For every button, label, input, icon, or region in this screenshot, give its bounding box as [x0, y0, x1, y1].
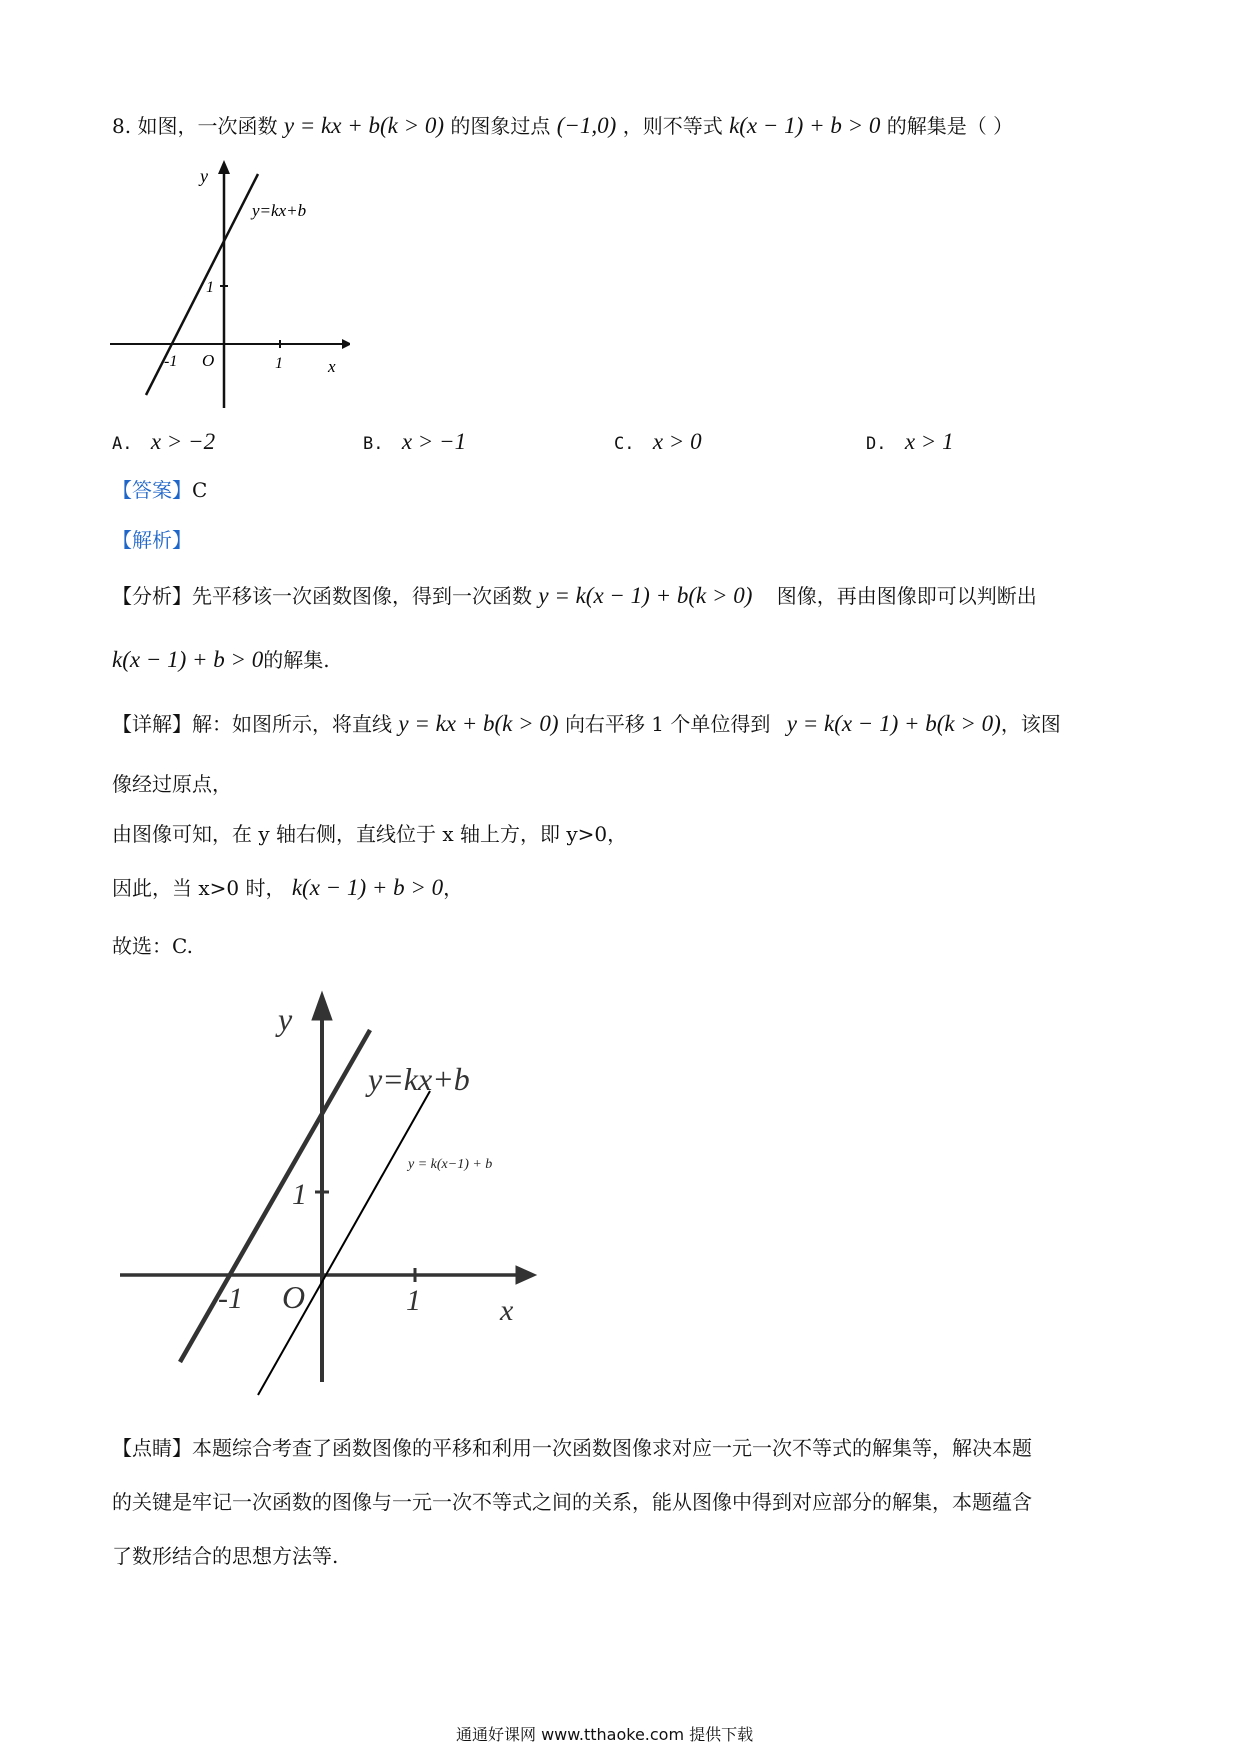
comment-line-1 [112, 1434, 1032, 1462]
fig2-line-kx-b [180, 1030, 370, 1362]
figure-1-graph [110, 160, 350, 415]
option-c-letter: C. [614, 434, 635, 454]
detail-function-1: y = kx + b(k > 0) [398, 711, 559, 736]
detail-function-2: y = k(x − 1) + b(k > 0) [786, 711, 1001, 736]
question-suffix: 的解集是（ ） [886, 114, 1014, 138]
detail-line-4-math: k(x − 1) + b > 0 [291, 875, 444, 900]
fig2-tick-xm1: -1 [218, 1282, 243, 1315]
answer-tag: 【答案】 [112, 478, 192, 502]
question-line [112, 112, 1013, 140]
option-c [614, 428, 702, 458]
option-b [363, 428, 466, 458]
option-d-text: x > 1 [904, 429, 954, 454]
analysis-tag: 【解析】 [112, 528, 192, 552]
answer-line [112, 476, 207, 504]
fig1-x-arrow [342, 339, 350, 349]
detail-line-3: 由图像可知，在 y 轴右侧，直线位于 x 轴上方，即 y>0， [112, 822, 628, 846]
comment-line-3: 了数形结合的思想方法等. [112, 1544, 339, 1568]
fig1-y-label: y [200, 166, 208, 186]
fig2-line-shifted [258, 1091, 430, 1395]
analysis-inequality: k(x − 1) + b > 0 [112, 647, 264, 672]
fig2-line1-label: y=kx+b [368, 1061, 470, 1097]
detail-line-4 [112, 874, 463, 902]
analysis-text-2: 图像，再由图像即可以判断出 [776, 584, 1037, 608]
option-a-text: x > −2 [150, 429, 216, 454]
detail-text-1: 解：如图所示，将直线 [192, 712, 392, 736]
fig1-tick-y1: 1 [206, 279, 214, 296]
fig1-tick-x1: 1 [275, 355, 283, 372]
fig2-y-label: y [278, 1001, 293, 1037]
question-middle: 的图象过点 [450, 114, 551, 138]
fig2-origin: O [282, 1279, 306, 1315]
page-footer: 通通好课网 www.tthaoke.com 提供下载 [456, 1725, 754, 1744]
fig2-x-arrow [516, 1266, 536, 1284]
analysis-function: y = k(x − 1) + b(k > 0) [538, 583, 753, 608]
question-middle2: ，则不等式 [622, 114, 723, 138]
answer-value: C [192, 478, 208, 502]
detail-text-2: 向右平移 1 个单位得到 [564, 712, 771, 736]
detail-line-4-text: 因此，当 x>0 时， [112, 876, 286, 900]
fig1-tick-xm1: -1 [164, 353, 178, 370]
detail-text-3: ，该图 [1000, 712, 1061, 736]
option-b-text: x > −1 [401, 429, 467, 454]
option-b-letter: B. [363, 434, 384, 454]
option-c-text: x > 0 [652, 429, 702, 454]
comment-line-2: 的关键是牢记一次函数的图像与一元一次不等式之间的关系，能从图像中得到对应部分的解集，本题蕴含 [112, 1490, 1032, 1514]
detail-line-1 [112, 710, 1061, 738]
question-prefix: 8. 如图，一次函数 [112, 114, 278, 138]
analysis-tag-fenxi: 【分析】 [112, 584, 192, 608]
option-a-letter: A. [112, 434, 133, 454]
question-point: (−1,0) [556, 113, 617, 138]
option-d [866, 428, 954, 458]
option-d-letter: D. [866, 434, 887, 454]
fig2-tick-y1: 1 [292, 1178, 307, 1211]
fig1-y-arrow [218, 160, 230, 174]
option-a [112, 428, 215, 458]
figure-2-graph [120, 990, 540, 1410]
analysis-text-1: 先平移该一次函数图像，得到一次函数 [192, 584, 532, 608]
fig1-origin: O [202, 351, 215, 370]
analysis-line-1 [112, 582, 1037, 610]
detail-line-4-end: ， [443, 876, 464, 900]
question-inequality: k(x − 1) + b > 0 [729, 113, 881, 138]
fig2-tick-x1: 1 [406, 1284, 421, 1317]
detail-tag: 【详解】 [112, 712, 192, 736]
detail-line-2: 像经过原点， [112, 772, 232, 796]
analysis-line-2-text: 的解集. [263, 648, 330, 672]
question-function: y = kx + b(k > 0) [283, 113, 445, 138]
fig2-line2-label: y = k(x−1) + b [408, 1157, 493, 1172]
fig2-x-label: x [500, 1294, 514, 1327]
comment-tag: 【点睛】 [112, 1436, 192, 1460]
comment-text-1: 本题综合考查了函数图像的平移和利用一次函数图像求对应一元一次不等式的解集等，解决本题 [192, 1436, 1032, 1460]
analysis-line-2 [112, 646, 330, 674]
detail-line-5: 故选：C. [112, 934, 193, 958]
fig2-y-arrow [312, 992, 332, 1020]
fig1-line-label: y=kx+b [252, 201, 307, 220]
fig1-x-label: x [328, 357, 336, 376]
